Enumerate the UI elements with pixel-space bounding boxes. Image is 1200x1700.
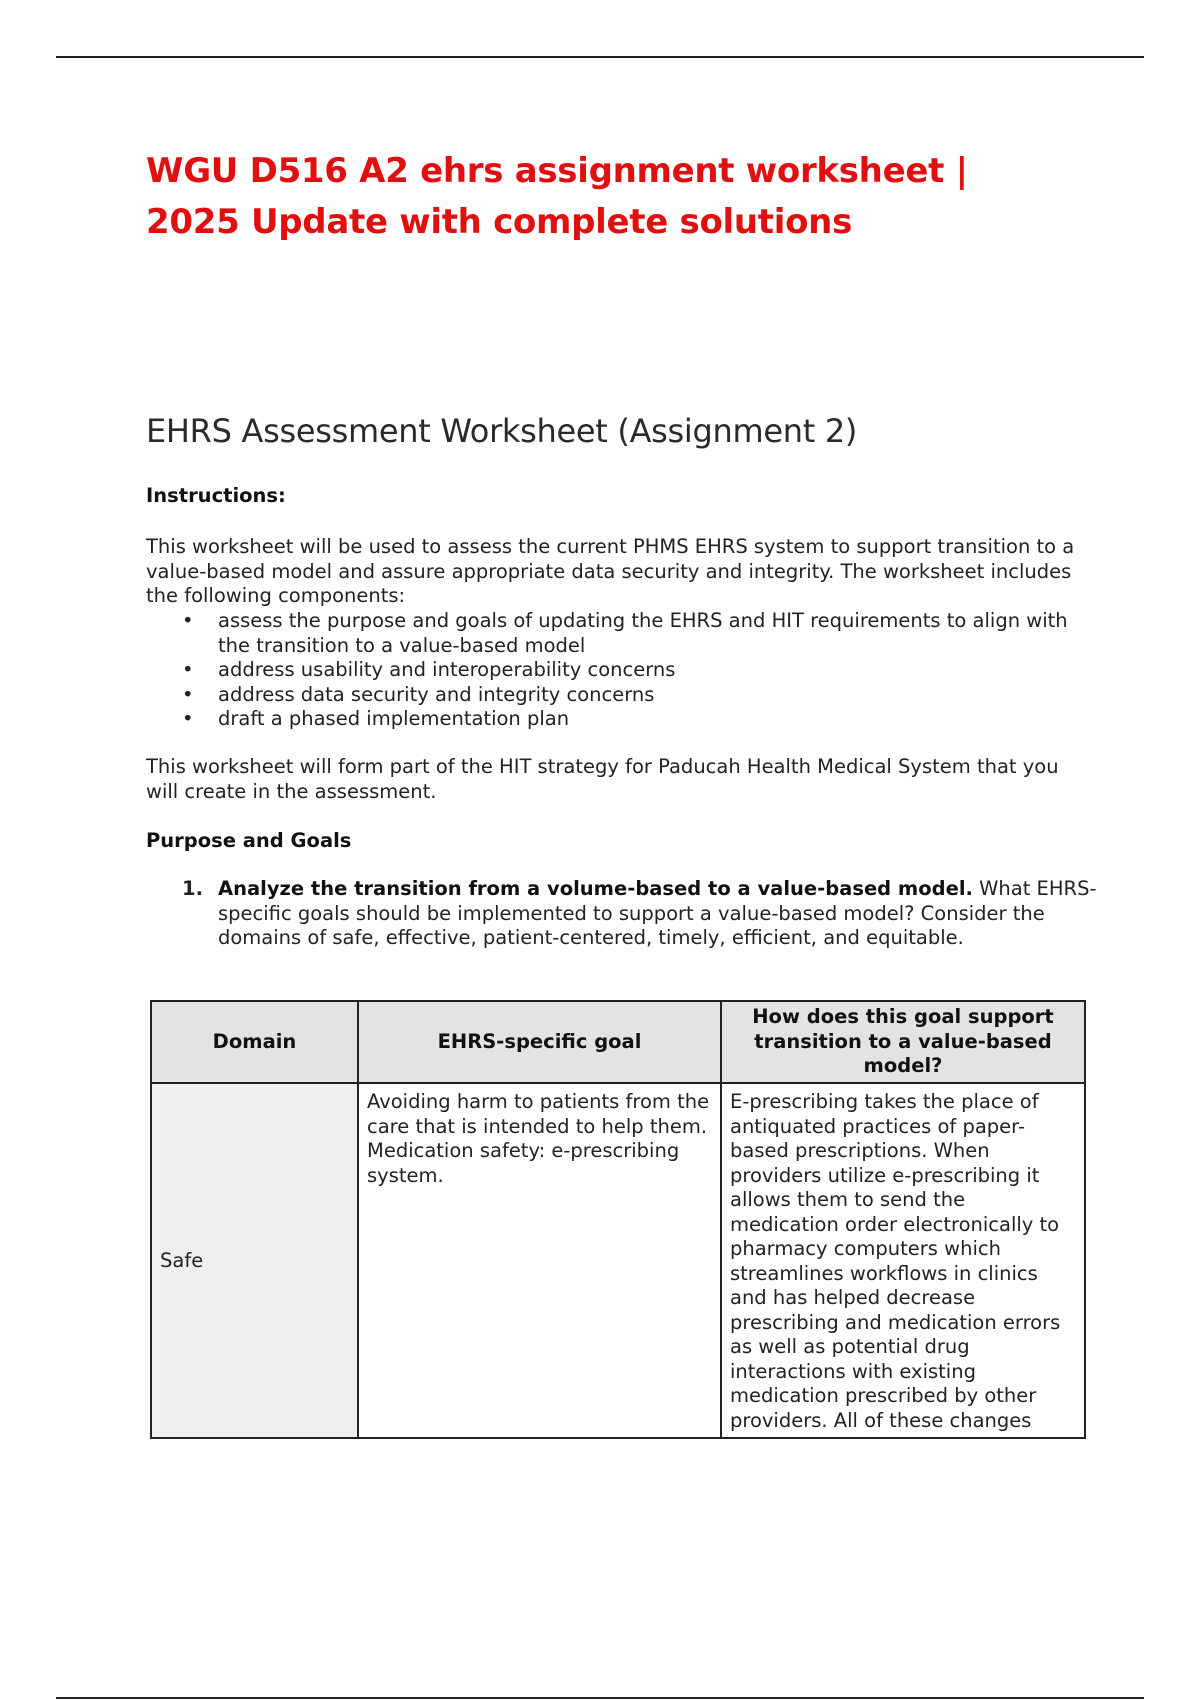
strategy-paragraph: This worksheet will form part of the HIT strategy for Paducah Health Medical System that you will create in the assessment. [146, 755, 1059, 803]
goal-description: Avoiding harm to patients from the care that is intended to help them. [367, 1090, 710, 1138]
question-lead: Analyze the transition from a volume-based to a value-based model. [218, 877, 973, 900]
document-title: WGU D516 A2 ehrs assignment worksheet | 2025 Update with complete solutions [146, 151, 968, 242]
list-item: • address usability and interoperability concerns [182, 658, 676, 681]
question-number: 1. [182, 877, 203, 900]
bullet-icon: • [182, 707, 194, 730]
header-ehrs-goal: EHRS-specific goal [358, 1001, 721, 1083]
purpose-goals-label: Purpose and Goals [146, 829, 352, 852]
support-cell: E-prescribing takes the place of antiquated practices of paper-based prescriptions. When providers utilize e-prescribing it allows them to send the medication order electronically to pharmacy computers which streamlines workflows in clinics and has helped decrease prescribing and medication errors as well as potential drug interactions with existing medication prescribed by other providers. All of these changes [721, 1083, 1085, 1438]
question-text: What EHRS-specific goals should be implemented to support a value-based model? Consider the domains of safe, effective, patient-centered, timely, efficient, and equitable. [218, 877, 1097, 949]
top-divider [56, 56, 1144, 58]
table-row [151, 1083, 1085, 1438]
header-domain: Domain [151, 1001, 358, 1083]
list-item: • draft a phased implementation plan [182, 707, 570, 730]
list-item: • assess the purpose and goals of updating the EHRS and HIT requirements to align with the transition to a value-based model [182, 609, 1068, 657]
header-goal-support: How does this goal support transition to a value-based model? [721, 1001, 1085, 1083]
table-header-row [151, 1001, 1085, 1083]
bullet-icon: • [182, 609, 194, 632]
list-item: • address data security and integrity concerns [182, 682, 655, 706]
goal-detail: Medication safety: e-prescribing system. [367, 1139, 680, 1187]
bottom-divider [56, 1697, 1144, 1699]
intro-paragraph: This worksheet will be used to assess the current PHMS EHRS system to support transition to a value-based model and assure appropriate data security and integrity. The worksheet includes the following components: [146, 535, 1075, 607]
goals-table [150, 1000, 1086, 1439]
bullet-icon: • [182, 682, 194, 706]
bullet-icon: • [182, 658, 194, 681]
worksheet-heading: EHRS Assessment Worksheet (Assignment 2) [146, 412, 858, 450]
components-list [146, 609, 1076, 732]
instructions-label: Instructions: [146, 484, 286, 507]
goal-cell [358, 1083, 721, 1438]
domain-cell: Safe [151, 1083, 358, 1438]
question-1 [182, 877, 1098, 951]
